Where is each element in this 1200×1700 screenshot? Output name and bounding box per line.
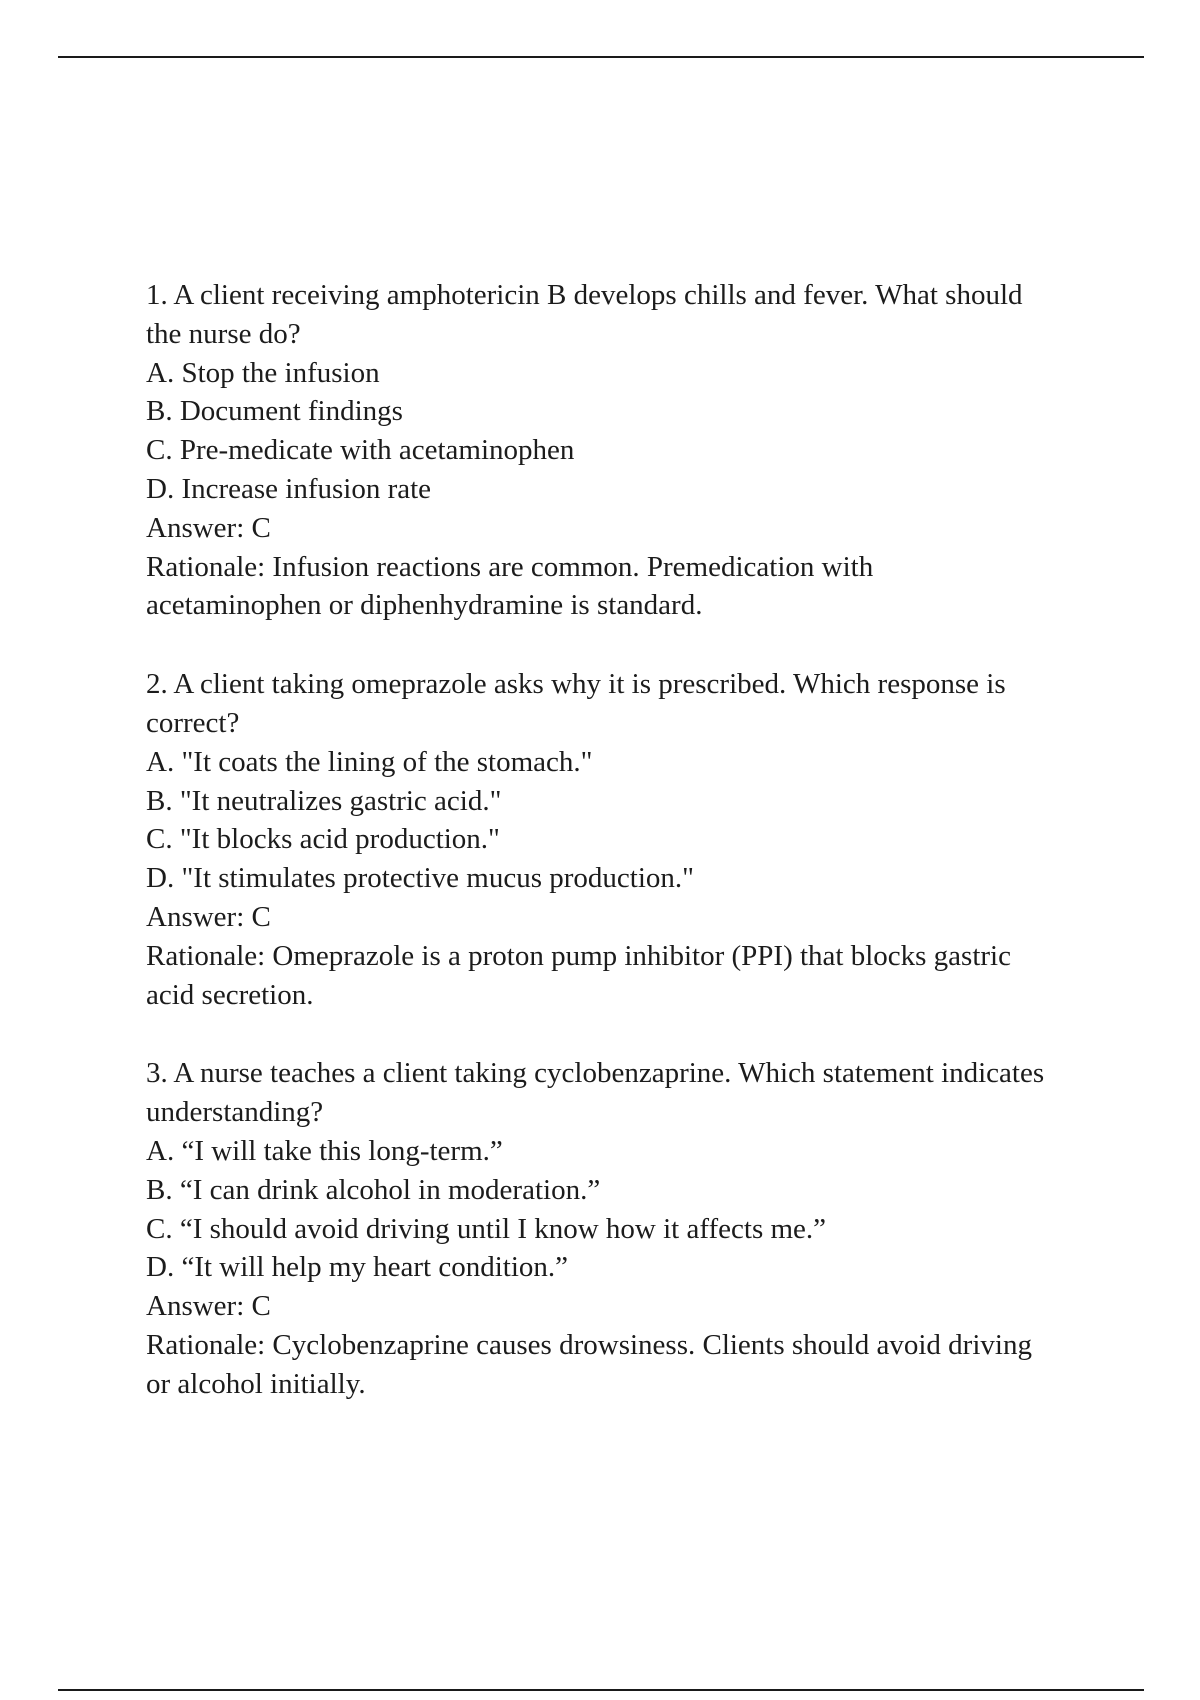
option-d: D. “It will help my heart condition.” bbox=[146, 1251, 569, 1284]
answer: Answer: C bbox=[146, 900, 271, 933]
option-a: A. “I will take this long-term.” bbox=[146, 1134, 503, 1167]
option-d: D. Increase infusion rate bbox=[146, 472, 432, 505]
rationale: Rationale: Omeprazole is a proton pump inhibitor (PPI) that blocks gastric acid secretion. bbox=[146, 939, 1019, 1011]
answer: Answer: C bbox=[146, 511, 271, 544]
question-stem: 3. A nurse teaches a client taking cyclobenzaprine. Which statement indicates understanding? bbox=[146, 1057, 1052, 1129]
option-c: C. Pre-medicate with acetaminophen bbox=[146, 434, 575, 467]
option-b: B. “I can drink alcohol in moderation.” bbox=[146, 1173, 601, 1206]
footer-divider bbox=[58, 1689, 1144, 1691]
question-stem: 1. A client receiving amphotericin B develops chills and fever. What should the nurse do? bbox=[146, 279, 1030, 350]
question-3 bbox=[146, 1054, 1052, 1403]
question-stem: 2. A client taking omeprazole asks why it is prescribed. Which response is correct? bbox=[146, 668, 1013, 739]
option-d: D. "It stimulates protective mucus production." bbox=[146, 862, 694, 895]
question-1 bbox=[146, 276, 1046, 625]
option-c: C. “I should avoid driving until I know how it affects me.” bbox=[146, 1212, 827, 1245]
document-body bbox=[146, 276, 1052, 1444]
option-b: B. "It neutralizes gastric acid." bbox=[146, 784, 502, 817]
answer: Answer: C bbox=[146, 1290, 271, 1323]
question-2 bbox=[146, 665, 1046, 1014]
option-a: A. Stop the infusion bbox=[146, 356, 380, 389]
header-divider bbox=[58, 56, 1144, 58]
option-b: B. Document findings bbox=[146, 395, 403, 428]
rationale: Rationale: Cyclobenzaprine causes drowsiness. Clients should avoid driving or alcohol initially. bbox=[146, 1328, 1040, 1400]
option-c: C. "It blocks acid production." bbox=[146, 823, 500, 856]
rationale: Rationale: Infusion reactions are common. Premedication with acetaminophen or diphenhydramine is standard. bbox=[146, 550, 881, 622]
option-a: A. "It coats the lining of the stomach." bbox=[146, 745, 593, 778]
